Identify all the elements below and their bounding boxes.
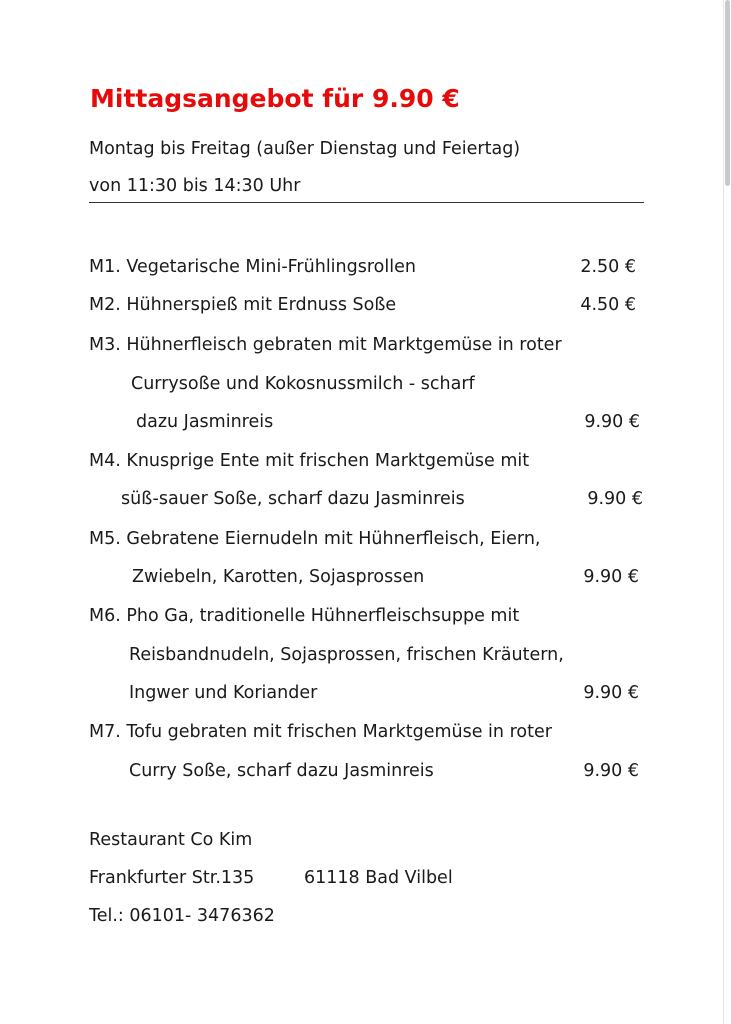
menu-item-text: M4. Knusprige Ente mit frischen Marktgemüse mit — [89, 451, 530, 471]
menu-item-price: 9.90 € — [584, 412, 640, 432]
page-title: Mittagsangebot für 9.90 € — [90, 84, 460, 113]
menu-item-text: M7. Tofu gebraten mit frischen Marktgemüse in roter — [89, 722, 552, 742]
menu-item-text: Curry Soße, scharf dazu Jasminreis — [129, 761, 434, 781]
phone-number: Tel.: 06101- 3476362 — [89, 906, 275, 926]
menu-item-price: 9.90 € — [583, 567, 639, 587]
page-edge-line — [723, 0, 724, 1024]
scrollbar-thumb[interactable] — [725, 0, 730, 186]
header-divider — [89, 202, 644, 203]
menu-item-price: 4.50 € — [580, 295, 636, 315]
menu-item-text: M1. Vegetarische Mini-Frühlingsrollen — [89, 257, 416, 277]
street-address: Frankfurter Str.135 — [89, 868, 255, 888]
menu-item-text: Ingwer und Koriander — [129, 683, 318, 703]
menu-item-text: M2. Hühnerspieß mit Erdnuss Soße — [89, 295, 397, 315]
menu-item-text: Currysoße und Kokosnussmilch - scharf — [131, 374, 475, 394]
menu-item-price: 9.90 € — [587, 489, 643, 509]
days-text: Montag bis Freitag (außer Dienstag und Feiertag) — [89, 139, 521, 159]
city-address: 61118 Bad Vilbel — [304, 868, 453, 888]
menu-item-price: 2.50 € — [580, 257, 636, 277]
menu-item-text: dazu Jasminreis — [136, 412, 274, 432]
menu-item-text: M6. Pho Ga, traditionelle Hühnerfleischsuppe mit — [89, 606, 520, 626]
menu-item-text: süß-sauer Soße, scharf dazu Jasminreis — [121, 489, 465, 509]
restaurant-name: Restaurant Co Kim — [89, 830, 253, 850]
menu-item-text: Reisbandnudeln, Sojasprossen, frischen Kräutern, — [129, 645, 564, 665]
menu-item-price: 9.90 € — [583, 761, 639, 781]
menu-item-text: M5. Gebratene Eiernudeln mit Hühnerfleisch, Eiern, — [89, 529, 541, 549]
menu-item-price: 9.90 € — [583, 683, 639, 703]
menu-item-text: M3. Hühnerfleisch gebraten mit Marktgemüse in roter — [89, 335, 562, 355]
menu-item-text: Zwiebeln, Karotten, Sojasprossen — [132, 567, 425, 587]
hours-text: von 11:30 bis 14:30 Uhr — [89, 176, 301, 196]
